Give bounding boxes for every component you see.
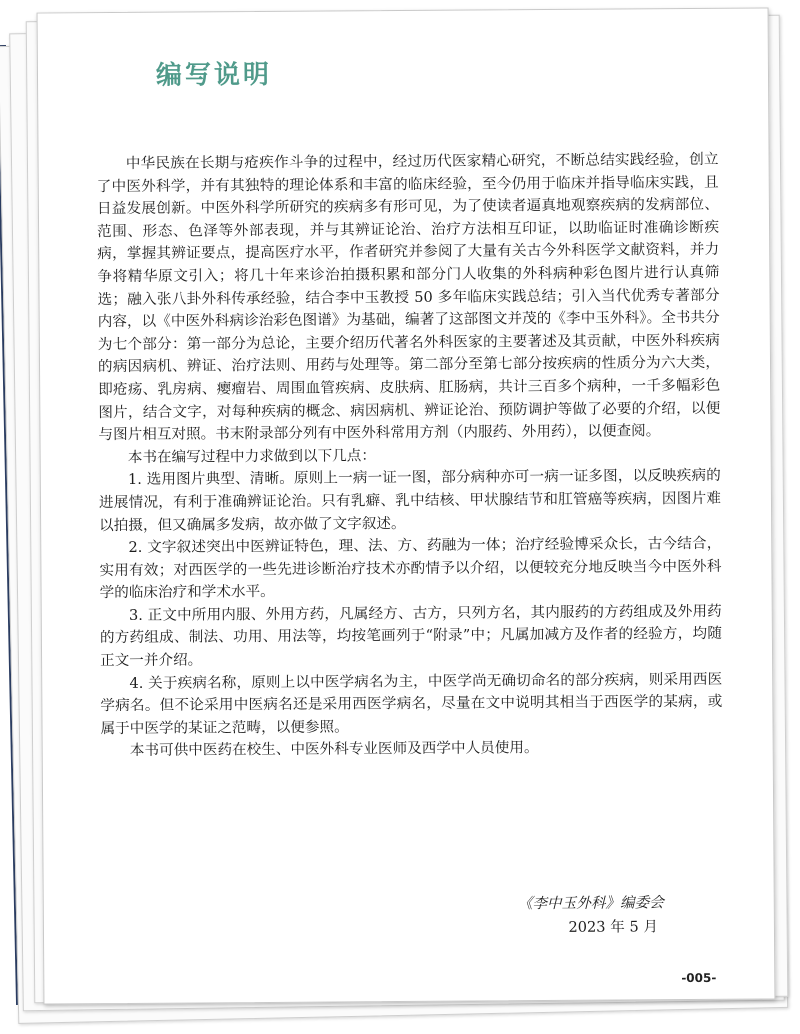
- editorial-committee: 《李中玉外科》编委会: [517, 894, 664, 913]
- principles-lead: 本书在编写过程中力求做到以下几点：: [127, 446, 377, 466]
- page-number: -005-: [681, 970, 717, 986]
- principle-item-1: 1. 选用图片典型、清晰。原则上一病一证一图，部分病种亦可一病一证多图，以反映疾病的进展情况，有利于准确辨证论治。只有乳癖、乳中结核、甲状腺结节和肛管癌等疾病，因图片难以拍摄，但又确属多发病，故亦做了文字叙述。: [98, 467, 722, 534]
- intro-paragraph: 中华民族在长期与疮疾作斗争的过程中，经过历代医家精心研究，不断总结实践经验，创立了中医外科学，并有其独特的理论体系和丰富的临床经验，至今仍用于临床并指导临床实践，且日益发展创新。中医外科学所研究的疾病多有形可见，为了使读者逼真地观察疾病的发病部位、范围、形态、色泽等外部表现，并与其辨证论治、治疗方法相互印证，以助临证时准确诊断疾病，掌握其辨证要点，提高医疗水平，作者研究并参阅了大量有关古今外科医学文献资料，并力争将精华原文引入；将几十年来诊治拍摄积累和部分门人收集的外科病种彩色图片进行认真筛选；融入张八卦外科传承经验，结合李中玉教授 50 多年临床实践总结；引入当代优秀专著部分内容，以《中医外科病诊治彩色图谱》为基础，编著了这部图文并茂的《李中玉外科》。全书共分为七个部分：第一部分为总论，主要介绍历代著名外科医家的主要著述及其贡献，中医外科疾病的病因病机、辨证、治疗法则、用药与处理等。第二部分至第七部分按疾病的性质分为六大类，即疮疡、乳房病、瘿瘤岩、周围血管疾病、皮肤病、肛肠病，共计三百多个病种，一千多幅彩色图片，结合文字，对每种疾病的概念、病因病机、辨证论治、预防调护等做了必要的介绍，以便与图片相互对照。书末附录部分列有中医外科常用方剂（内服药、外用药），以便查阅。: [96, 150, 721, 444]
- closing-paragraph: 本书可供中医药在校生、中医外科专业医师及西学中人员使用。: [129, 739, 539, 760]
- principle-item-2: 2. 文字叙述突出中医辨证特色，理、法、方、药融为一体；治疗经验博采众长，古今结合，实用有效；对西医学的一些先进诊断治疗技术亦酌情予以介绍，以便较充分地反映当今中医外科学的临床治疗和学术水平。: [99, 534, 722, 602]
- page-title: 编写说明: [155, 59, 273, 91]
- signature-date: 2023 年 5 月: [568, 918, 659, 936]
- document-page: [37, 7, 776, 1004]
- body-text: [97, 149, 723, 763]
- principle-item-3: 3. 正文中所用内服、外用方药，凡属经方、古方，只列方名，其内服药的方药组成及外用药的方药组成、制法、功用、用法等，均按笔画列于“附录”中；凡属加减方及作者的经验方，均随正文一并介绍。: [99, 602, 722, 670]
- signature-block: [518, 891, 664, 940]
- principle-item-4: 4. 关于疾病名称，原则上以中医学病名为主，中医学尚无确切命名的部分疾病，则采用西医学病名。但不论采用中医病名还是采用西医学病名，尽量在文中说明其相当于西医学的某病，或属于中医学的某证之范畴，以便参照。: [100, 670, 723, 737]
